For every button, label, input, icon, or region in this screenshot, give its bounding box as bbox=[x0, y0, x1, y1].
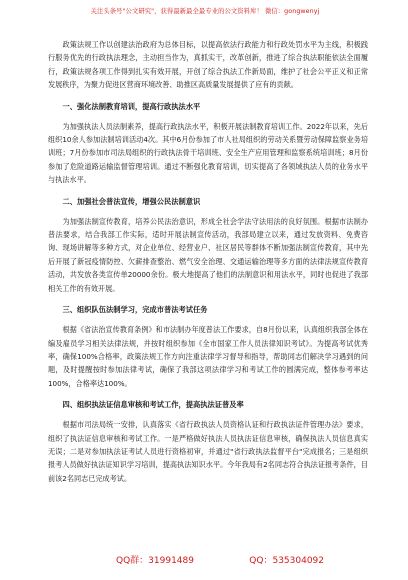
section-2-heading: 二、加强社会普法宣传，增强公民法制意识 bbox=[62, 196, 201, 206]
document-body bbox=[48, 38, 368, 485]
footer-contacts bbox=[40, 553, 370, 566]
top-banner: 关注头条号"公文研究"，获得最新最全最专业的公文资料库！ 微信：gongwenyj bbox=[90, 8, 320, 15]
qq-contact-label: QQ：535304092 bbox=[249, 556, 324, 566]
intro-paragraph: 政策法规工作以创建法治政府为总体目标，以提高依法行政能力和行政处罚水平为主线，积极践行服务优先的行政执法理念，主动担当作为，真抓实干，改革创新，推进了综合执法职能依法全面履行，政策法规各项工作得到扎实有效开展，开创了综合执法工作新局面，维护了社会公平正义和正常发展秩序，为聚力促进区营商环境改善、助推区高质量发展提供了应有的贡献。 bbox=[48, 40, 368, 90]
section-4-body: 根据市司法局统一安排，认真落实《省行政执法人员资格认证和行政执法证件管理办法》要求，组织了执法证信息审核和考试工作。一是严格做好执法人员执法证信息审核，确保执法人员信息真实无误；二是对参加执法证考试人员进行资格初审，并通过"省行政执法监督平台"完成报名；三是组织报考人员做好执法证知识学习培训，提高执法知识水平。今年我局有2名同志符合执法证报考条件，目前该2名同志已完成考试。 bbox=[48, 420, 368, 483]
section-3-body: 根据《省法治宣传教育条例》和市法制办年度普法工作要求，自8月份以来，认真组织我部全体在编及雇员学习相关法律法规，并按时组织参加《全市国家工作人员法律知识考试》。为提高考试优秀率，确保100%合格率，政策法规工作方向注重法律学习督导和指导，帮助同志们解决学习遇到的问题，及时提醒按时参加法律考试，确保了我部这项法律学习和考试工作的圆满完成，整体参考率达100%，合格率达100%。 bbox=[48, 325, 368, 388]
section-1-body: 为加强执法人员法制素养，提高行政执法水平，积极开展法制教育培训工作。2022年以来，先后组织10余人参加法制培训活动4次。其中6月份参加了市人社局组织的劳动关系暨劳动保障监察业务培训班；7月份参加市司法局组织的行政执法骨干培训班、安全生产应用管理和监察系统培训班；8月份参加了危险道路运输监督管理培训。通过不断强化教育培训，切实提高了各领域执法人员的业务水平与执法水平。 bbox=[48, 121, 368, 185]
section-4-heading: 四、组织执法证信息审核和考试工作，提高执法证普及率 bbox=[62, 400, 244, 410]
section-2-body: 为加强法制宣传教育，培养公民法治意识，形成全社会学法守法用法的良好氛围。根据市法制办普法要求，结合我部工作实际，适时开展法制宣传活动，我部局建立以来，通过发放资料、免费咨询、现场讲解等多种方式，对企业单位、经营业户、社区居民等群体不断加强法制宣传教育，其中先后开展了新冠疫情防控、欠薪排查整治、燃气安全治理、交通运输治理等多方面的法律法规宣传教育活动，共发放各类宣传单20000余份。极大地提高了他们的法制意识和用法水平，同时也促进了我部相关工作的有效开展。 bbox=[48, 216, 368, 293]
qq-group-label: QQ群：31991489 bbox=[116, 556, 194, 566]
section-3-heading: 三、组织队伍法制学习，完成市普法考试任务 bbox=[62, 305, 208, 315]
section-1-heading: 一、强化法制教育培训，提高行政执法水平 bbox=[62, 101, 201, 111]
